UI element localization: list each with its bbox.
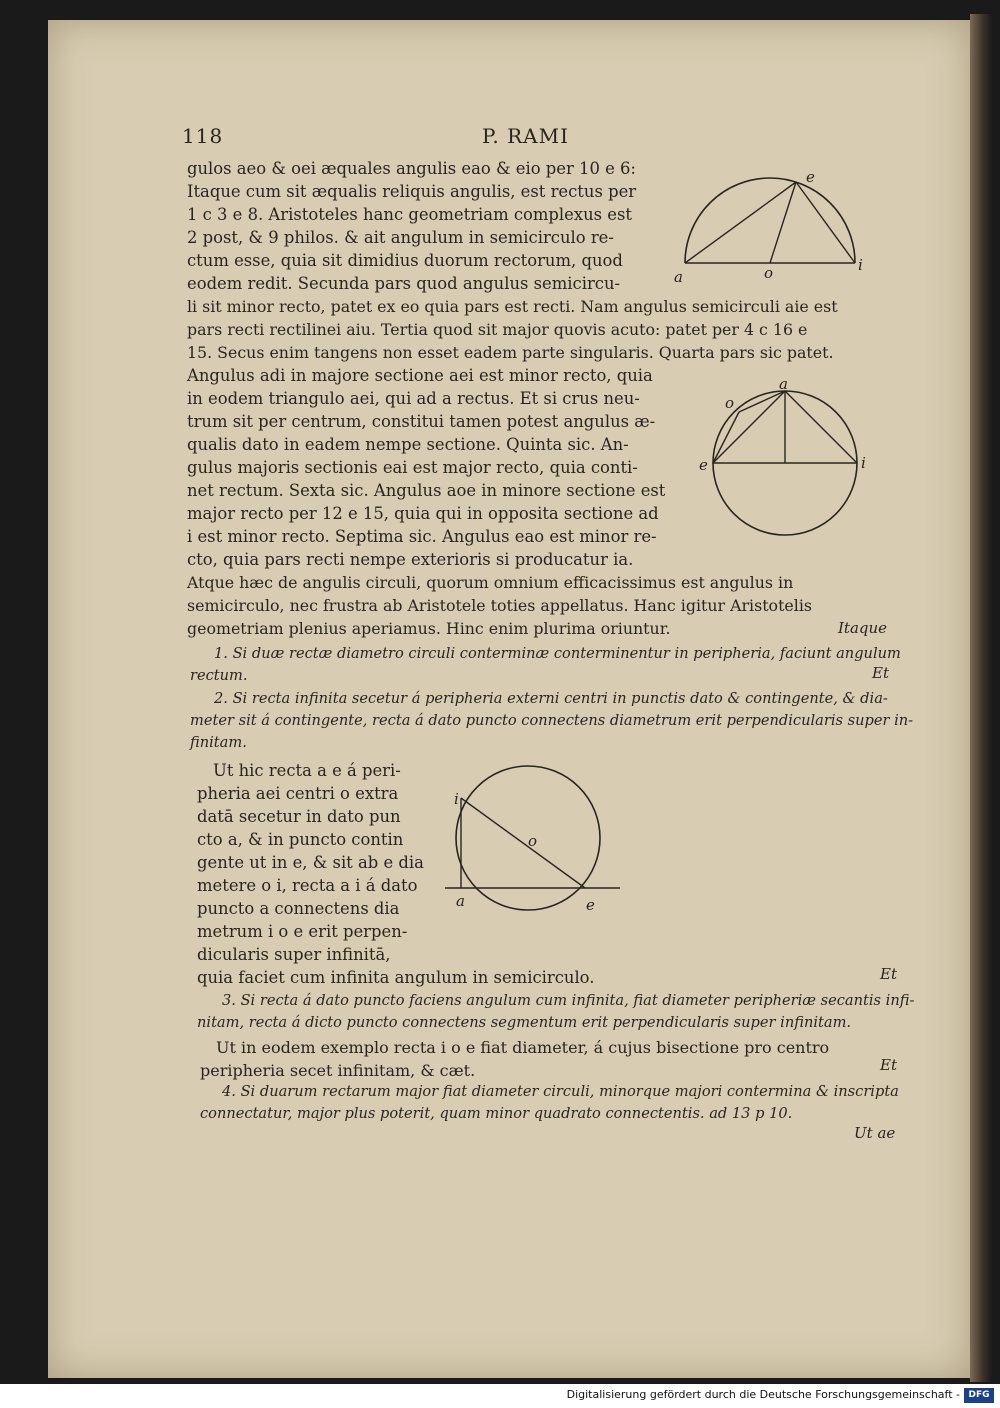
text-line: gulos aeo & oei æquales angulis eao & eio per 10 e 6: <box>187 159 636 178</box>
text-line: cto, quia pars recti nempe exterioris si producatur ia. <box>187 550 634 569</box>
text-line: li sit minor recto, patet ex eo quia pars est recti. Nam angulus semicirculi aie est <box>187 297 838 316</box>
text-line: in eodem triangulo aei, qui ad a rectus. Et si crus neu- <box>187 389 640 408</box>
text-line: net rectum. Sexta sic. Angulus aoe in minore sectione est <box>187 481 666 500</box>
text-line: 15. Secus enim tangens non esset eadem parte singularis. Quarta pars sic patet. <box>187 343 834 362</box>
catchword: Et <box>880 965 897 983</box>
proposition-line: 3. Si recta á dato puncto faciens angulum cum infinita, fiat diameter peripheriæ secantis infi- <box>222 992 915 1009</box>
text-line: semicirculo, nec frustra ab Aristotele toties appellatus. Hanc igitur Aristotelis <box>187 596 812 615</box>
figure-circle-segments <box>695 375 875 538</box>
text-line: metrum i o e erit perpen- <box>197 922 408 941</box>
text-line: qualis dato in eadem nempe sectione. Quinta sic. An- <box>187 435 629 454</box>
text-line: quia faciet cum infinita angulum in semicirculo. <box>197 968 595 987</box>
text-line: trum sit per centrum, constitui tamen potest angulus æ- <box>187 412 656 431</box>
text-line: pars recti rectilinei aiu. Tertia quod sit major quovis acuto: patet per 4 c 16 e <box>187 320 808 339</box>
catchword: Ut ae <box>854 1124 896 1142</box>
text-line: geometriam plenius aperiamus. Hinc enim plurima oriuntur. <box>187 619 671 638</box>
catchword: Et <box>872 664 889 682</box>
text-line: Itaque cum sit æqualis reliquis angulis, est rectus per <box>187 182 637 201</box>
label-o: o <box>725 394 735 412</box>
text-line: cto a, & in puncto contin <box>197 830 404 849</box>
footer-bar <box>0 1384 1000 1408</box>
text-line: 2 post, & 9 philos. & ait angulum in semicirculo re- <box>187 228 614 247</box>
label-i: i <box>861 454 866 472</box>
text-line: 1 c 3 e 8. Aristoteles hanc geometriam complexus est <box>187 205 632 224</box>
label-a: a <box>456 892 465 910</box>
label-o: o <box>764 264 774 282</box>
catchword: Et <box>880 1056 897 1074</box>
page-edge <box>970 14 992 1382</box>
running-title: P. RAMI <box>482 124 569 148</box>
proposition-line: 1. Si duæ rectæ diametro circuli conterminæ conterminentur in peripheria, faciunt angulum <box>214 645 901 662</box>
footer-credit: Digitalisierung gefördert durch die Deutsche Forschungsgemeinschaft - <box>566 1388 960 1401</box>
text-line: puncto a connectens dia <box>197 899 400 918</box>
page-number: 118 <box>182 124 224 148</box>
label-a: a <box>674 268 683 286</box>
text-line: gulus majoris sectionis eai est major recto, quia conti- <box>187 458 638 477</box>
proposition-line: 4. Si duarum rectarum major fiat diameter circuli, minorque majori contermina & inscripta <box>222 1083 899 1100</box>
text-line: Ut hic recta a e á peri- <box>213 761 401 780</box>
dfg-logo: DFG <box>964 1388 994 1403</box>
text-line: Atque hæc de angulis circuli, quorum omnium efficacissimus est angulus in <box>187 573 794 592</box>
text-line: ctum esse, quia sit dimidius duorum rectorum, quod <box>187 251 623 270</box>
proposition-line: nitam, recta á dicto puncto connectens segmentum erit perpendicularis super infinitam. <box>197 1014 852 1031</box>
proposition-line: rectum. <box>190 667 248 684</box>
figure-semicircle <box>670 168 870 286</box>
proposition-line: meter sit á contingente, recta á dato puncto connectens diametrum erit perpendicularis super in- <box>190 712 914 729</box>
text-line: datā secetur in dato pun <box>197 807 401 826</box>
proposition-line: finitam. <box>190 734 247 751</box>
label-e: e <box>586 896 595 914</box>
label-o: o <box>528 832 538 850</box>
text-line: pheria aei centri o extra <box>197 784 399 803</box>
label-i: i <box>454 790 459 808</box>
catchword: Itaque <box>838 619 888 637</box>
text-line: i est minor recto. Septima sic. Angulus eao est minor re- <box>187 527 657 546</box>
text-line: Angulus adi in majore sectione aei est minor recto, quia <box>187 366 653 385</box>
label-a: a <box>779 375 788 393</box>
text-line: eodem redit. Secunda pars quod angulus semicircu- <box>187 274 621 293</box>
proposition-line: 2. Si recta infinita secetur á peripheria externi centri in punctis dato & contingente, & dia- <box>214 690 888 707</box>
label-i: i <box>858 256 863 274</box>
text-line: dicularis super infinitā, <box>197 945 391 964</box>
label-e: e <box>699 456 708 474</box>
text-line: metere o i, recta a i á dato <box>197 876 418 895</box>
text-line: gente ut in e, & sit ab e dia <box>197 853 424 872</box>
label-e: e <box>806 168 815 186</box>
proposition-line: connectatur, major plus poterit, quam minor quadrato connectentis. ad 13 p 10. <box>200 1105 793 1122</box>
text-line: major recto per 12 e 15, quia qui in opposita sectione ad <box>187 504 659 523</box>
figure-circle-tangent <box>440 770 620 920</box>
text-line: Ut in eodem exemplo recta i o e fiat diameter, á cujus bisectione pro centro <box>216 1038 830 1057</box>
text-line: peripheria secet infinitam, & cæt. <box>200 1061 476 1080</box>
